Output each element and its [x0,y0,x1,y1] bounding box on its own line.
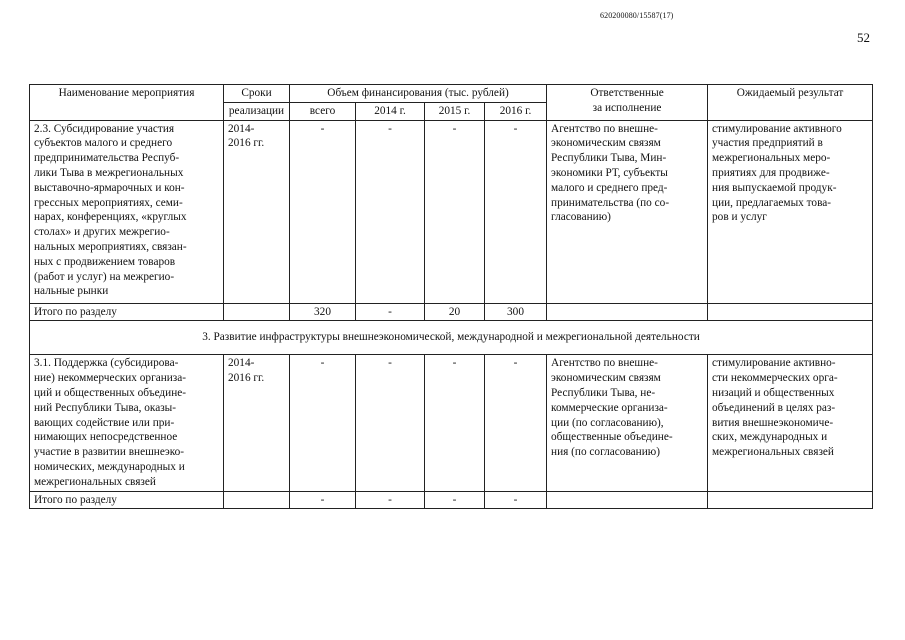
activity-result: стимулирование активного участия предприятий в межрегиональных меро- приятиях для продвиже- ния выпускаемой продук- ции, предлагаемых това- ров и услуг [708,120,873,303]
funding-2015: - [425,355,485,491]
header-2014: 2014 г. [356,102,425,120]
funding-total: - [290,120,356,303]
subtotal-row [30,303,873,321]
activity-terms: 2014- 2016 гг. [224,355,290,491]
subtotal-result [708,491,873,509]
section-title: 3. Развитие инфраструктуры внешнеэкономической, международной и межрегиональной деятельности [30,321,873,355]
subtotal-terms [224,491,290,509]
subtotal-label: Итого по разделу [30,491,224,509]
subtotal-2015: - [425,491,485,509]
subtotal-2014: - [356,303,425,321]
activity-name: 3.1. Поддержка (субсидирова- ние) некоммерческих организа- ций и общественных объедине- ний Республики Тыва, оказы- вающих содействие или при- нимающих непосредственное участие в развитии внешнеэко- номических, международных и межрегиональных связей [30,355,224,491]
subtotal-row [30,491,873,509]
header-name: Наименование мероприятия [30,85,224,121]
subtotal-terms [224,303,290,321]
subtotal-label: Итого по разделу [30,303,224,321]
subtotal-total: 320 [290,303,356,321]
funding-2016: - [485,120,547,303]
document-code: 620200080/15587(17) [600,11,674,20]
subtotal-responsible [547,303,708,321]
funding-total: - [290,355,356,491]
subtotal-responsible [547,491,708,509]
funding-2014: - [356,120,425,303]
subtotal-2015: 20 [425,303,485,321]
funding-2016: - [485,355,547,491]
header-total: всего [290,102,356,120]
header-2016: 2016 г. [485,102,547,120]
subtotal-2014: - [356,491,425,509]
activity-responsible: Агентство по внешне- экономическим связям Республики Тыва, Мин- экономики РТ, субъекты малого и среднего пред- принимательства (по со- гласованию) [547,120,708,303]
subtotal-2016: 300 [485,303,547,321]
header-2015: 2015 г. [425,102,485,120]
subtotal-total: - [290,491,356,509]
table-row [30,120,873,303]
section-heading-row [30,321,873,355]
funding-2015: - [425,120,485,303]
page-number: 52 [857,30,870,45]
table-row [30,355,873,491]
header-terms: Сроки [224,85,290,103]
activity-result: стимулирование активно- сти некоммерческих орга- низаций и общественных объединений в целях раз- вития внешнеэкономиче- ских, международных и межрегиональных связей [708,355,873,491]
subtotal-2016: - [485,491,547,509]
subtotal-result [708,303,873,321]
header-result: Ожидаемый результат [708,85,873,121]
activity-terms: 2014- 2016 гг. [224,120,290,303]
activity-responsible: Агентство по внешне- экономическим связям Республики Тыва, не- коммерческие организа- ции (по согласованию), общественные объедине- ния (по согласованию) [547,355,708,491]
header-row-1 [30,85,873,103]
header-terms-line2: реализации [224,102,290,120]
activities-table [29,84,873,509]
funding-2014: - [356,355,425,491]
activity-name: 2.3. Субсидирование участия субъектов малого и среднего предпринимательства Респуб- лики Тыва в межрегиональных выставочно-ярмарочных и кон- грессных мероприятиях, семи- нарах, конференциях, «круглых столах» и других межрегио- нальных мероприятиях, связан- ных с продвижением товаров (работ и услуг) на межрегио- нальные рынки [30,120,224,303]
header-funding: Объем финансирования (тыс. рублей) [290,85,547,103]
header-responsible: Ответственные за исполнение [547,85,708,121]
